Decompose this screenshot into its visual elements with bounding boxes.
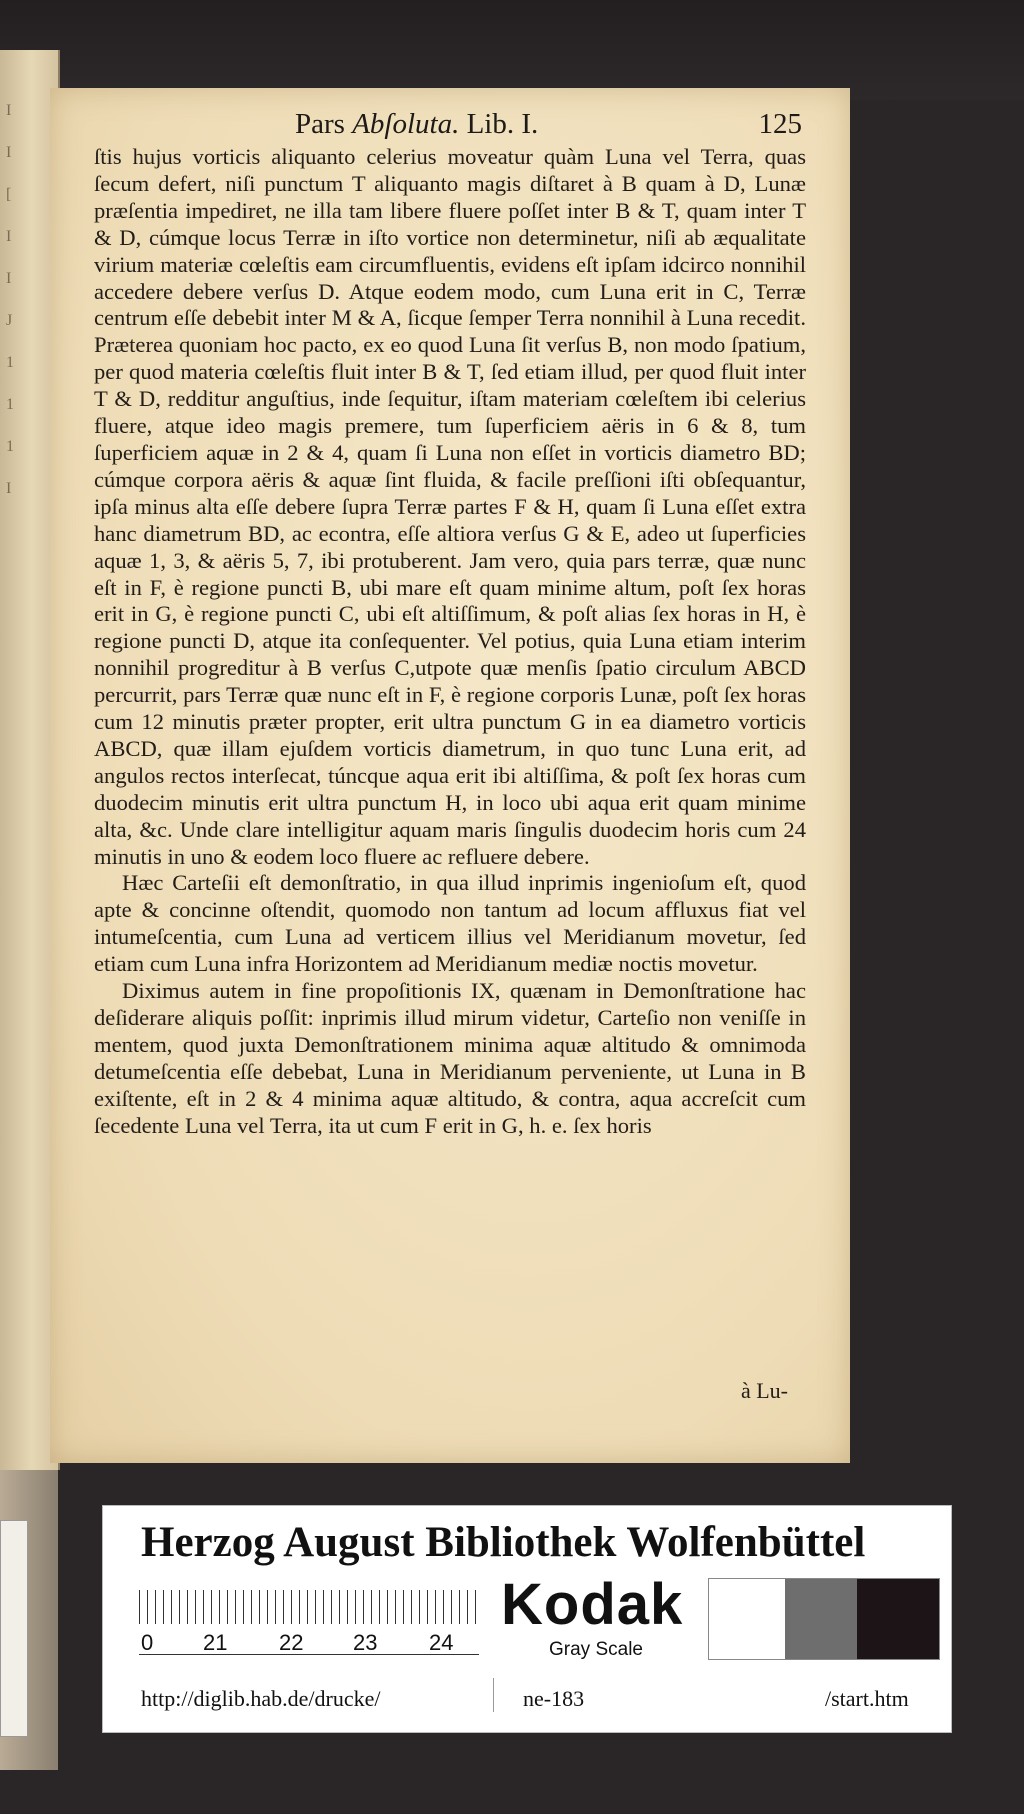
ruler-number: 22 xyxy=(279,1630,304,1655)
url-base: http://diglib.hab.de/drucke/ xyxy=(141,1686,381,1711)
margin-mark: I xyxy=(6,102,12,119)
title-italic: Abſoluta. xyxy=(352,108,460,140)
paragraph: Hæc Carteſii eſt demonſtratio, in qua illud inprimis ingenioſum eſt, quod apte & concinne oſtendit, quomodo non tantum ad locum affluxus fiat vel intumeſcentia, cum Luna ad verticem illius vel Meridianum movetur, ſed etiam cum Luna infra Horizontem ad Meridianum mediæ noctis movetur. xyxy=(94,870,806,977)
ruler-number: 0 xyxy=(141,1630,154,1655)
ruler-number: 24 xyxy=(429,1630,454,1655)
ruler-number: 21 xyxy=(203,1630,228,1655)
swatch-black xyxy=(857,1579,939,1659)
title-suffix: Lib. I. xyxy=(459,108,539,140)
gray-swatches xyxy=(708,1578,940,1660)
margin-mark: 1 xyxy=(6,438,14,455)
margin-mark: 1 xyxy=(6,396,14,413)
title-prefix: Pars xyxy=(295,108,353,140)
paragraph: ſtis hujus vorticis aliquanto celerius moveatur quàm Luna vel Terra, quas ſecum defert, niſi punctum T aliquanto magis diſtaret à B quam à D, Lunæ præſentia impediret, ne illa tam libere fluere poſſet inter B & T, quam inter T & D, cúmque locus Terræ in iſto vortice non determinetur, niſi ab æqualitate virium materiæ cœleſtis eam circumfluentis, evidens eſt ipſam idcirco nonnihil accedere debere verſus D. Atque eodem modo, cum Luna erit in C, Terræ centrum eſſe debebit inter M & A, ſicque ſemper Terra nonnihil à Luna recedit. Præterea quoniam hoc pacto, ex eo quod Luna ſit verſus B, non modo ſpatium, per quod materia cœleſtis fluit inter B & T, ſed etiam illud, per quod fluit inter T & D, redditur anguſtius, inde ſequitur, iſtam materiam cœleſtem ibi celerius fluere, atque ideo magis premere, tum ſuperficiem aëris in 6 & 8, tum ſuperficiem aquæ in 2 & 4, quam ſi Luna non eſſet in vorticis diametro BD; cúmque corpora aëris & aquæ ſint fluida, & facile preſſioni iſti obſequantur, ipſa minus alta eſſe debere ſupra Terræ partes F & H, quam ſi Luna eſſet extra hanc diametrum BD, ac econtra, eſſe altiora verſus G & E, adeo ut ſuperficies aquæ 1, 3, & aëris 5, 7, ibi protuberent. Jam vero, quia pars terræ, quæ nunc eſt in F, è regione puncti B, ubi mare eſt quam minime altum, poſt ſex horas erit in G, è regione puncti C, ubi eſt altiſſimum, & poſt alias ſex horas in H, è regione puncti D, atque ita conſequenter. Vel potius, quia Luna etiam interim nonnihil progreditur à B verſus C,utpote quæ menſis ſpatio circulum ABCD percurrit, pars Terræ quæ nunc eſt in F, è regione corporis Lunæ, poſt ſex horas cum 12 minutis præter propter, erit ultra punctum G in ea diametro vorticis ABCD, quæ illam ejuſdem vorticis diametrum, in quo tunc Luna erit, ad angulos rectos interſecat, túncque aqua erit ibi altiſſima, & poſt ſex horas cum duodecim minutis erit ultra punctum H, in loco ubi aqua erit quam minime alta, &c. Unde clare intelligitur aquam maris ſingulis duodecim horis cum 24 minutis in uno & eodem loco fluere ac refluere debere. xyxy=(94,144,806,869)
margin-mark: I xyxy=(6,228,12,245)
margin-mark: I xyxy=(6,270,12,287)
facing-page-marks xyxy=(6,90,46,510)
url-id: ne-183 xyxy=(523,1686,585,1711)
margin-mark: 1 xyxy=(6,354,14,371)
margin-mark: J xyxy=(6,312,13,329)
page-number: 125 xyxy=(758,108,802,140)
ruler-number: 23 xyxy=(353,1630,378,1655)
color-target-card xyxy=(102,1505,952,1733)
brand-logo: Kodak xyxy=(501,1572,684,1637)
swatch-white xyxy=(709,1579,785,1659)
paragraph: Diximus autem in fine propoſitionis IX, quænam in Demonſtratione hac deſiderare aliquis poſſit: inprimis illud mirum videtur, Carteſio non veniſſe in mentem, quod juxta Demonſtrationem minima aquæ altitudo & omnimoda detumeſcentia eſſe debebat, Luna in Meridianum perveniente, ut Luna in B exiſtente, eſt in 2 & 4 minima aquæ altitudo, & contra, aqua accreſcit cum ſecedente Luna vel Terra, ita ut cum F erit in G, h. e. ſex horis xyxy=(94,978,806,1138)
url-divider xyxy=(493,1678,494,1712)
margin-mark: I xyxy=(6,480,12,497)
running-header xyxy=(50,108,850,148)
book-page xyxy=(50,88,850,1463)
swatch-gray xyxy=(785,1579,857,1659)
library-name: Herzog August Bibliothek Wolfenbüttel xyxy=(141,1519,866,1566)
catchword: à Lu- xyxy=(740,1378,788,1403)
scale-label: Gray Scale xyxy=(549,1639,643,1660)
scale-ruler xyxy=(139,1584,479,1655)
margin-mark: I xyxy=(6,144,12,161)
running-title xyxy=(295,108,538,141)
background-top xyxy=(0,0,1024,100)
url-suffix: /start.htm xyxy=(825,1686,909,1711)
margin-mark: [ xyxy=(6,186,12,203)
body-text xyxy=(94,144,806,1140)
ruler-ticks xyxy=(139,1590,479,1624)
page-tab xyxy=(0,1520,28,1737)
